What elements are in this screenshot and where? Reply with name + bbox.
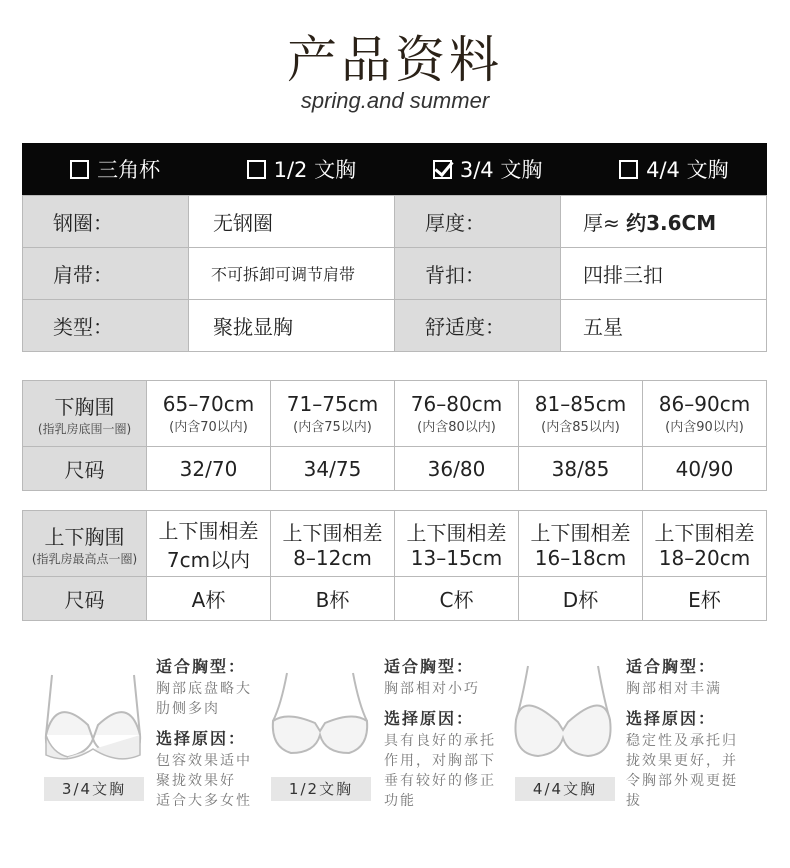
- bust-diff-cell: 上下围相差 18–20cm: [643, 511, 767, 577]
- under-bust-cell: 86–90cm (内含90以内): [643, 381, 767, 447]
- under-bust-cell: 65–70cm (内含70以内): [147, 381, 271, 447]
- spec-table: [22, 195, 767, 352]
- steel-ring-value: 无钢圈: [189, 196, 395, 248]
- cup-cell: E杯: [643, 577, 767, 621]
- panel-text-half: 适合胸型： 胸部相对小巧 选择原因： 具有良好的承托 作用，对胸部下 垂有较好的修正 功能: [384, 657, 496, 809]
- page-title: 产品资料: [287, 31, 503, 89]
- size-cell: 38/85: [519, 447, 643, 491]
- panel-tag-half: 1/2文胸: [271, 777, 371, 801]
- bust-diff-cell: 上下围相差 13–15cm: [395, 511, 519, 577]
- strap-value: 不可拆卸可调节肩带: [189, 248, 395, 300]
- type-label: 类型：: [23, 300, 189, 352]
- cup-option-full[interactable]: 4/4 文胸: [581, 143, 767, 195]
- bust-diff-cell: 上下围相差 8–12cm: [271, 511, 395, 577]
- panel-tag-full: 4/4文胸: [515, 777, 615, 801]
- size-label: 尺码: [23, 577, 147, 621]
- cup-type-bar: [22, 143, 767, 195]
- table-row: [23, 577, 767, 621]
- size-cell: 34/75: [271, 447, 395, 491]
- table-row: [23, 248, 767, 300]
- strap-label: 肩带：: [23, 248, 189, 300]
- type-value: 聚拢显胸: [189, 300, 395, 352]
- table-row: [23, 381, 767, 447]
- bra-half-image: [265, 665, 375, 765]
- bust-diff-table: [22, 510, 767, 621]
- size-cell: 40/90: [643, 447, 767, 491]
- comfort-label: 舒适度：: [395, 300, 561, 352]
- panel-text-full: 适合胸型： 胸部相对丰满 选择原因： 稳定性及承托归 拢效果更好，并 令胸部外观更挺 拔: [626, 657, 738, 809]
- cup-cell: C杯: [395, 577, 519, 621]
- cup-cell: A杯: [147, 577, 271, 621]
- under-bust-cell: 76–80cm (内含80以内): [395, 381, 519, 447]
- size-label: 尺码: [23, 447, 147, 491]
- under-bust-cell: 71–75cm (内含75以内): [271, 381, 395, 447]
- table-row: [23, 196, 767, 248]
- bust-diff-header: 上下胸围 (指乳房最高点一圈): [23, 511, 147, 577]
- panel-tag-three-quarter: 3/4文胸: [44, 777, 144, 801]
- size-cell: 32/70: [147, 447, 271, 491]
- thickness-label: 厚度：: [395, 196, 561, 248]
- checkbox-icon[interactable]: [247, 160, 266, 179]
- checkbox-checked-icon[interactable]: [433, 160, 452, 179]
- cup-cell: D杯: [519, 577, 643, 621]
- cup-cell: B杯: [271, 577, 395, 621]
- comfort-value: 五星: [561, 300, 767, 352]
- panel-text-three-quarter: 适合胸型： 胸部底盘略大 肋侧多肉 选择原因： 包容效果适中 聚拢效果好 适合大多女性: [156, 657, 252, 809]
- under-bust-table: [22, 380, 767, 491]
- bust-diff-cell: 上下围相差 7cm以内: [147, 511, 271, 577]
- steel-ring-label: 钢圈：: [23, 196, 189, 248]
- under-bust-cell: 81–85cm (内含85以内): [519, 381, 643, 447]
- bra-three-quarter-image: [38, 665, 148, 765]
- buckle-value: 四排三扣: [561, 248, 767, 300]
- checkbox-icon[interactable]: [619, 160, 638, 179]
- checkbox-icon[interactable]: [70, 160, 89, 179]
- cup-option-triangle[interactable]: 三角杯: [22, 143, 208, 195]
- size-cell: 36/80: [395, 447, 519, 491]
- cup-option-half[interactable]: 1/2 文胸: [208, 143, 394, 195]
- page-subtitle: spring.and summer: [300, 88, 490, 113]
- table-row: [23, 300, 767, 352]
- under-bust-header: 下胸围 (指乳房底围一圈): [23, 381, 147, 447]
- buckle-label: 背扣：: [395, 248, 561, 300]
- bust-diff-cell: 上下围相差 16–18cm: [519, 511, 643, 577]
- thickness-value: 厚≈ 约3.6CM: [561, 196, 767, 248]
- bra-full-image: [508, 660, 618, 765]
- cup-option-three-quarter[interactable]: 3/4 文胸: [395, 143, 581, 195]
- table-row: [23, 511, 767, 577]
- table-row: [23, 447, 767, 491]
